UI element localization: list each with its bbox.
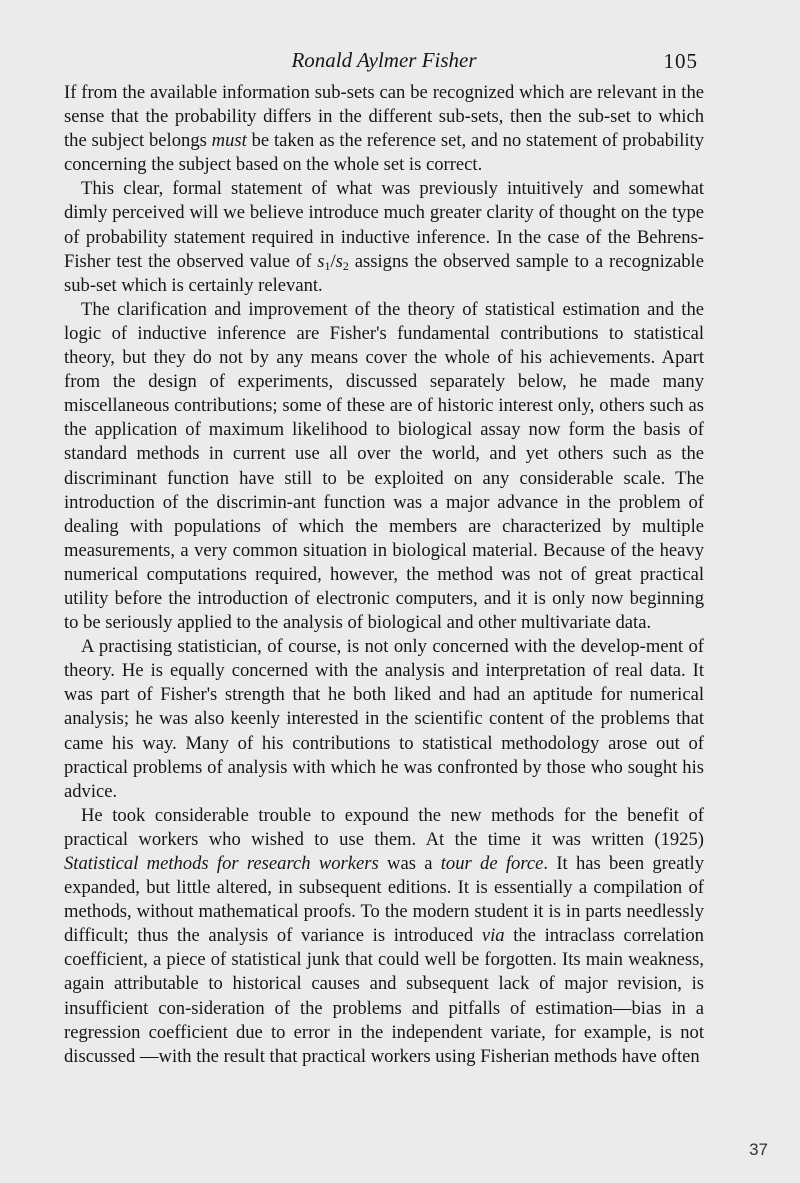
formula-s1: s — [317, 250, 325, 272]
paragraph-5-text-b: was a — [378, 853, 441, 874]
paragraph-1 — [64, 81, 704, 177]
book-title: Statistical methods for research workers — [64, 853, 379, 874]
formula-slash: / — [330, 250, 336, 272]
running-title: Ronald Aylmer Fisher — [291, 48, 477, 72]
running-header — [64, 48, 704, 78]
paragraph-1-text-b: be taken as the reference set, and no statement of probability concerning the subject based on the whole set is correct. — [64, 130, 704, 176]
paragraph-1-text-a: If from the available information sub-sets can be recognized which are relevant in the sense that the probability differs in the different sub-sets, then the sub-set to which the subject belongs — [64, 82, 704, 152]
body-text — [64, 81, 704, 1069]
paragraph-5 — [64, 804, 704, 1069]
formula-s2: s — [335, 250, 343, 272]
phrase-via: via — [481, 925, 505, 947]
paragraph-5-text-c: . It has been greatly expanded, but little altered, in subsequent editions. It is essentially a compilation of methods, without mathematical proofs. To the modern student it is in parts needlessly difficult; thus the analysis of variance is introduced — [64, 853, 705, 947]
formula-s1-subscript: 1 — [324, 258, 331, 273]
paragraph-2-text-a: This clear, formal statement of what was previously intuitively and somewhat dimly perceived will we believe introduce much greater clarity of thought on the type of probability statement required in inductive inference. In the case of the Behrens-Fisher test the observed value of — [64, 178, 704, 272]
paragraph-2 — [64, 177, 704, 297]
folio-number: 37 — [749, 1140, 768, 1159]
paragraph-4: A practising statistician, of course, is not only concerned with the develop-ment of theory. He is equally concerned with the analysis and interpretation of real data. It was part of Fisher's strength that he both liked and had an aptitude for numerical analysis; he was also keenly interested in the scientific content of the problems that came his way. Many of his contributions to statistical methodology arose out of practical problems of analysis with which he was confronted by those who sought his advice. — [64, 636, 704, 802]
paragraph-1-emphasis: must — [211, 130, 247, 152]
paragraph-3: The clarification and improvement of the theory of statistical estimation and the logic of inductive inference are Fisher's fundamental contributions to statistical theory, but they do not by any means cover the whole of his achievements. Apart from the design of experiments, discussed separately below, he made many miscellaneous contributions; some of these are of historic interest only, others such as the application of maximum likelihood to biological assay now form the basis of standard methods in current use all over the world, and yet others such as the discriminant function have still to be exploited on any considerable scale. The introduction of the discrimin-ant function was a major advance in the problem of dealing with populations of which the members are characterized by multiple measurements, a very common situation in biological material. Because of the heavy numerical computations required, however, the method was not of great practical utility before the introduction of electronic computers, and it is only now beginning to be seriously applied to the analysis of biological and other multivariate data. — [64, 298, 704, 634]
paragraph-5-text-d: the intraclass correlation coefficient, a piece of statistical junk that could well be forgotten. Its main weakness, again attributable to historical causes and subsequent lack of major revision, is insufficient con-sideration of the problems and pitfalls of estimation—bias in a regression coefficient due to error in the independent variate, for example, is not discussed —with the result that practical workers using Fisherian methods have often — [64, 925, 704, 1067]
page-number: 105 — [663, 49, 698, 73]
ratio-formula — [317, 251, 349, 272]
paragraph-2-text-b: assigns the observed sample to a recognizable sub-set which is certainly relevant. — [64, 250, 704, 296]
formula-s2-subscript: 2 — [342, 258, 349, 273]
paragraph-5-text-a: He took considerable trouble to expound the new methods for the benefit of practical workers who wished to use them. At the time it was written (1925) — [64, 804, 704, 850]
phrase-tour-de-force: tour de force — [440, 853, 544, 874]
